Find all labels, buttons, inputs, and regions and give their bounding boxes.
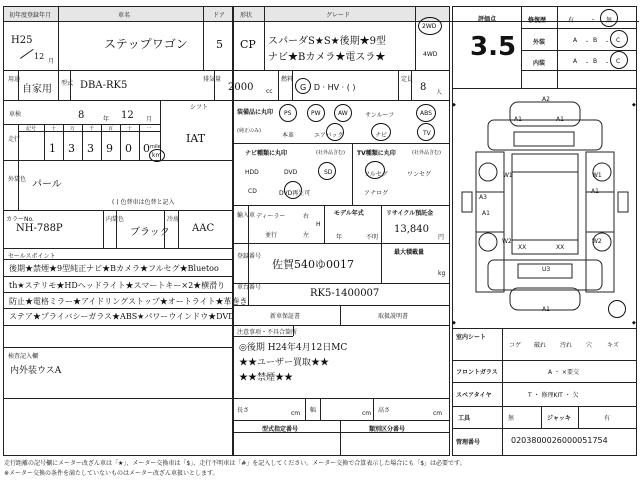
- import-left: 左: [303, 232, 310, 239]
- reg-month: 12: [34, 52, 45, 61]
- navi-dvd-play-circle: [284, 181, 302, 199]
- interior-seat-label: 室内シート: [456, 334, 487, 341]
- exterior-opt-a: A: [573, 37, 578, 44]
- equip-navi: ナビ: [375, 132, 388, 139]
- spare-tire-label: スペアタイヤ: [456, 392, 492, 399]
- interior-opt-c: C: [616, 58, 621, 65]
- notes-line-1: ★★ユーザー買取★★: [239, 358, 330, 368]
- color-code-label: カラーNo.: [6, 216, 34, 223]
- mileage-digit-2: 3: [87, 142, 94, 155]
- equipment-label: 装備品に丸印: [237, 109, 274, 116]
- inspector-value: 内外装ウスA: [10, 366, 62, 376]
- equip-leather: 本革: [282, 132, 295, 139]
- sales-point-line-1: th★ステリモ★HDヘッドライト★スマートキー×2★横滑り: [9, 281, 226, 290]
- mileage-unit-mile: mile: [150, 144, 161, 150]
- navi-cd: CD: [248, 188, 257, 195]
- tv-fullseg-circle: [365, 161, 385, 179]
- navi-hdd: HDD: [245, 169, 259, 176]
- navi-dvd-play: DVD再生可: [279, 190, 311, 197]
- inspection-month: 12: [121, 110, 134, 121]
- score-label: 評価点: [478, 16, 497, 23]
- manual-label: 取扱説明書: [378, 313, 409, 320]
- repair-circle: [600, 9, 618, 27]
- max-load-unit: kg: [438, 270, 446, 277]
- registration-label: 登録番号: [237, 253, 262, 260]
- model-year-unit: 年: [336, 234, 343, 241]
- svg-text:◆: ◆: [632, 102, 636, 108]
- inspector-label: 検査記入欄: [8, 353, 39, 360]
- tv-analog: アナログ: [364, 190, 389, 197]
- diagram-mark-a2: A2: [542, 96, 550, 103]
- mileage-digit-1: 3: [68, 142, 75, 155]
- model-year-value: 不明: [366, 234, 379, 241]
- diagram-mark-a1-d: A1: [482, 210, 490, 217]
- mileage-col-3: 千: [89, 126, 95, 132]
- exterior-opt-dot2: ・: [604, 39, 611, 46]
- inspection-year: 8: [78, 110, 85, 121]
- diagram-mark-w1-b: W1: [592, 172, 602, 179]
- mileage-col-6: 一: [146, 126, 152, 132]
- mileage-col-4: 百: [108, 126, 114, 132]
- equip-abs-circle: [416, 104, 436, 122]
- tv-fullseg: フルセグ: [364, 171, 388, 178]
- interior-opt-dot1: ・: [584, 60, 591, 67]
- jack-label: ジャッキ: [547, 415, 571, 422]
- diagram-mark-a1-c: A1: [591, 188, 599, 195]
- mileage-col-5: 十: [127, 126, 133, 132]
- interior-color-value: ブラック: [130, 227, 170, 238]
- interior-opt-a: A: [573, 58, 578, 65]
- repair-label: 修復歴: [528, 17, 547, 24]
- notes-line-0: ◎後期 H24年4月12日MC: [239, 343, 348, 353]
- interior-color-label: 内装色: [106, 216, 125, 223]
- max-load-label: 最大積載量: [394, 249, 425, 256]
- seat-item-3: 穴: [586, 342, 593, 349]
- registration-value: 佐賀540ゆ0017: [272, 258, 354, 271]
- color-code-value: NH-788P: [16, 223, 63, 234]
- height-unit: cm: [433, 410, 443, 417]
- equip-aw: AW: [338, 110, 348, 117]
- exterior-circle: [610, 30, 628, 48]
- equip-ps-circle: [279, 104, 297, 122]
- width-label: 幅: [310, 407, 317, 414]
- equip-navi-circle: [371, 123, 391, 141]
- drive-2wd: 2WD: [422, 23, 437, 30]
- diagram-mark-w2-b: W2: [592, 238, 602, 245]
- fuel-label: 燃料: [281, 76, 294, 83]
- color-value: パール: [32, 179, 62, 190]
- doors-value: 5: [216, 38, 223, 51]
- equip-sunroof: サンルーフ: [365, 112, 395, 119]
- fuel-options: G · D · HV · ( ): [300, 83, 356, 92]
- grade-label: グレード: [326, 12, 351, 19]
- equip-pw-circle: [307, 104, 325, 122]
- drive-4wd: 4WD: [423, 51, 438, 58]
- footer-line-2: ※メーター交換の条件を満たしていないものはメーター改ざん車扱いとします。: [4, 470, 219, 477]
- recycle-value: 13,840: [394, 224, 429, 235]
- tools-label: 工具: [458, 415, 471, 422]
- mileage-col-2: 万: [70, 126, 76, 132]
- repair-opt-no: 無: [606, 17, 613, 24]
- exterior-opt-b: B: [593, 37, 598, 44]
- import-label: 輸入車: [237, 212, 256, 219]
- equip-airbag: エアバック: [314, 132, 344, 139]
- diagram-mark-a1-b: A1: [556, 116, 564, 123]
- chassis-label: 車台番号: [237, 284, 262, 291]
- use-value: 自家用: [22, 84, 52, 95]
- shape-label: 形状: [240, 12, 253, 19]
- seat-item-0: コゲ: [509, 342, 522, 349]
- import-right: 右: [303, 213, 310, 220]
- exterior-opt-c: C: [616, 37, 621, 44]
- front-glass-label: フロントガラス: [456, 369, 498, 376]
- grade-line-2: ナビ★Bカメラ★電スラ★: [268, 52, 386, 63]
- color-label: 外装色: [8, 176, 27, 183]
- mileage-col-1: 十: [51, 126, 57, 132]
- warranty-label: 新車保証書: [270, 313, 301, 320]
- navi-sublabel: (社外品含む): [316, 150, 345, 156]
- width-unit: cm: [362, 410, 372, 417]
- capacity-label: 定員: [401, 76, 414, 83]
- svg-text:◆: ◆: [632, 320, 636, 326]
- seat-item-1: 破れ: [534, 342, 547, 349]
- grade-line-1: スパーダS★S★後期★9型: [268, 36, 386, 47]
- capacity-unit: 人: [436, 89, 443, 96]
- seat-item-2: 汚れ: [560, 342, 573, 349]
- reg-year-label: 初年度登録年月: [9, 12, 52, 19]
- ac-label: 冷房: [167, 216, 180, 223]
- shape-value: CP: [240, 38, 256, 51]
- color-note: ( ) 色替車は色替と記入: [112, 199, 175, 206]
- car-name: ステップワゴン: [104, 37, 188, 51]
- displacement-label: 排気量: [203, 76, 222, 83]
- svg-text:◆: ◆: [452, 102, 456, 108]
- tv-oneseg: ワンセグ: [407, 171, 432, 178]
- repair-opt-dot: ・: [590, 17, 597, 24]
- shift-label: シフト: [190, 104, 209, 111]
- inspection-month-unit: 月: [146, 116, 153, 123]
- import-hand: H: [316, 221, 321, 228]
- diagram-mark-a1-e: A1: [542, 306, 550, 313]
- interior-circle: [610, 51, 628, 69]
- diagram-mark-xx-b: XX: [556, 244, 565, 251]
- capacity-value: 8: [420, 82, 427, 93]
- fuel-circle: [295, 78, 311, 94]
- displacement-value: 2000: [228, 82, 254, 93]
- equip-tv-circle: [417, 123, 435, 141]
- import-parallel: 並行: [265, 232, 278, 239]
- equip-pw: PW: [311, 110, 321, 117]
- import-dealer: ディーラー: [256, 213, 286, 220]
- navi-label: ナビ種類に丸印: [245, 150, 288, 157]
- sales-point-line-3: ステア★プライバシーガラス★ABS★パワーウインドウ★DVD: [9, 312, 235, 321]
- doors-label: ドア: [213, 12, 225, 19]
- displacement-unit: cc: [266, 88, 273, 95]
- score-value: 3.5: [470, 32, 517, 62]
- equip-tv: TV: [423, 130, 431, 137]
- recycle-unit: 円: [438, 234, 445, 241]
- sales-point-line-2: 防止★電格ミラー★アイドリングストップ★オートライト★革巻き: [9, 297, 248, 306]
- equipment-sublabel: (純正のみ): [237, 128, 261, 134]
- front-glass-value: A ・ ×要交: [548, 369, 579, 376]
- svg-text:◆: ◆: [452, 320, 456, 326]
- inspection-year-unit: 年: [103, 116, 110, 123]
- type-designation-label: 型式指定番号: [262, 426, 299, 433]
- interior-opt-dot2: ・: [604, 60, 611, 67]
- diagram-mark-xx-a: XX: [518, 244, 527, 251]
- recycle-label: リサイクル預託金: [386, 210, 434, 217]
- navi-dvd: DVD: [284, 169, 298, 176]
- inspection-label: 車検: [9, 111, 22, 118]
- footer-line-1: 走行距離の記号欄にメーター改ざん車は「★」、メーター交換車は「$」、走行不明車は「#」を記入してください。メーター交換で合算表示した場合にも「$」は必要です。: [4, 460, 466, 467]
- length-unit: cm: [291, 410, 301, 417]
- class-number-label: 類別区分番号: [369, 426, 406, 433]
- reg-month-unit: 月: [48, 58, 55, 65]
- damage-circle-1: [608, 300, 626, 318]
- tools-value: 無: [508, 415, 515, 422]
- reg-year: H25: [11, 35, 33, 46]
- exterior-label: 外装: [533, 39, 546, 46]
- drive-circle: [418, 17, 442, 35]
- diagram-mark-w2-a: W2: [502, 238, 512, 245]
- repair-opt-yes: 有: [568, 17, 575, 24]
- mileage-unit-km: km: [152, 152, 162, 159]
- equip-ps: PS: [284, 110, 292, 117]
- model-year-label: モデル年式: [334, 210, 364, 217]
- length-label: 長さ: [237, 407, 250, 414]
- model-value: DBA-RK5: [80, 80, 128, 91]
- seat-item-4: キズ: [607, 342, 619, 349]
- diagram-mark-w1-a: W1: [503, 172, 513, 179]
- car-damage-diagram: [452, 92, 637, 328]
- tv-sublabel: (社外品含む): [412, 150, 441, 156]
- sales-point-line-0: 後期★禁煙★9型純正ナビ★Bカメラ★フルセグ★Bluetoo: [9, 264, 219, 273]
- jack-value: 有: [604, 415, 611, 422]
- sales-points-label: セールスポイント: [8, 253, 56, 260]
- height-label: 高さ: [378, 407, 391, 414]
- use-label: 用途: [8, 76, 21, 83]
- exterior-opt-dot1: ・: [584, 39, 591, 46]
- mileage-col-0: 記号: [26, 126, 37, 132]
- diagram-mark-a3: A3: [479, 194, 487, 201]
- shift-value: IAT: [186, 132, 206, 145]
- diagram-mark-u3: U3: [542, 266, 551, 273]
- notes-line-2: ★★禁煙★★: [239, 373, 294, 383]
- navi-sd: SD: [324, 169, 333, 176]
- model-label: 型式: [61, 80, 74, 87]
- navi-sd-circle: [318, 162, 336, 180]
- tv-label: TV種類に丸印: [357, 150, 396, 157]
- equip-aw-circle: [334, 104, 352, 122]
- mileage-digit-3: 9: [106, 142, 113, 155]
- ac-value: AAC: [192, 223, 215, 234]
- car-name-label: 車名: [118, 12, 131, 19]
- interior-label: 内装: [533, 60, 546, 67]
- mgmt-value: 0203800026000051754: [511, 436, 608, 445]
- notes-label: 注意事項・不具合箇所: [237, 329, 298, 336]
- mileage-digit-5: 0: [143, 142, 150, 155]
- equip-abs: ABS: [420, 110, 432, 117]
- mileage-label: 走行: [8, 136, 21, 143]
- diagram-mark-a1-a: A1: [514, 116, 522, 123]
- spare-tire-value: T ・ 修理KIT ・ 欠: [528, 392, 579, 399]
- chassis-value: RK5-1400007: [310, 288, 380, 299]
- mgmt-label: 管理番号: [456, 439, 481, 446]
- mileage-digit-4: 0: [125, 142, 132, 155]
- interior-opt-b: B: [593, 58, 598, 65]
- mileage-digit-0: 1: [49, 142, 56, 155]
- equip-airbag-circle: [326, 123, 344, 141]
